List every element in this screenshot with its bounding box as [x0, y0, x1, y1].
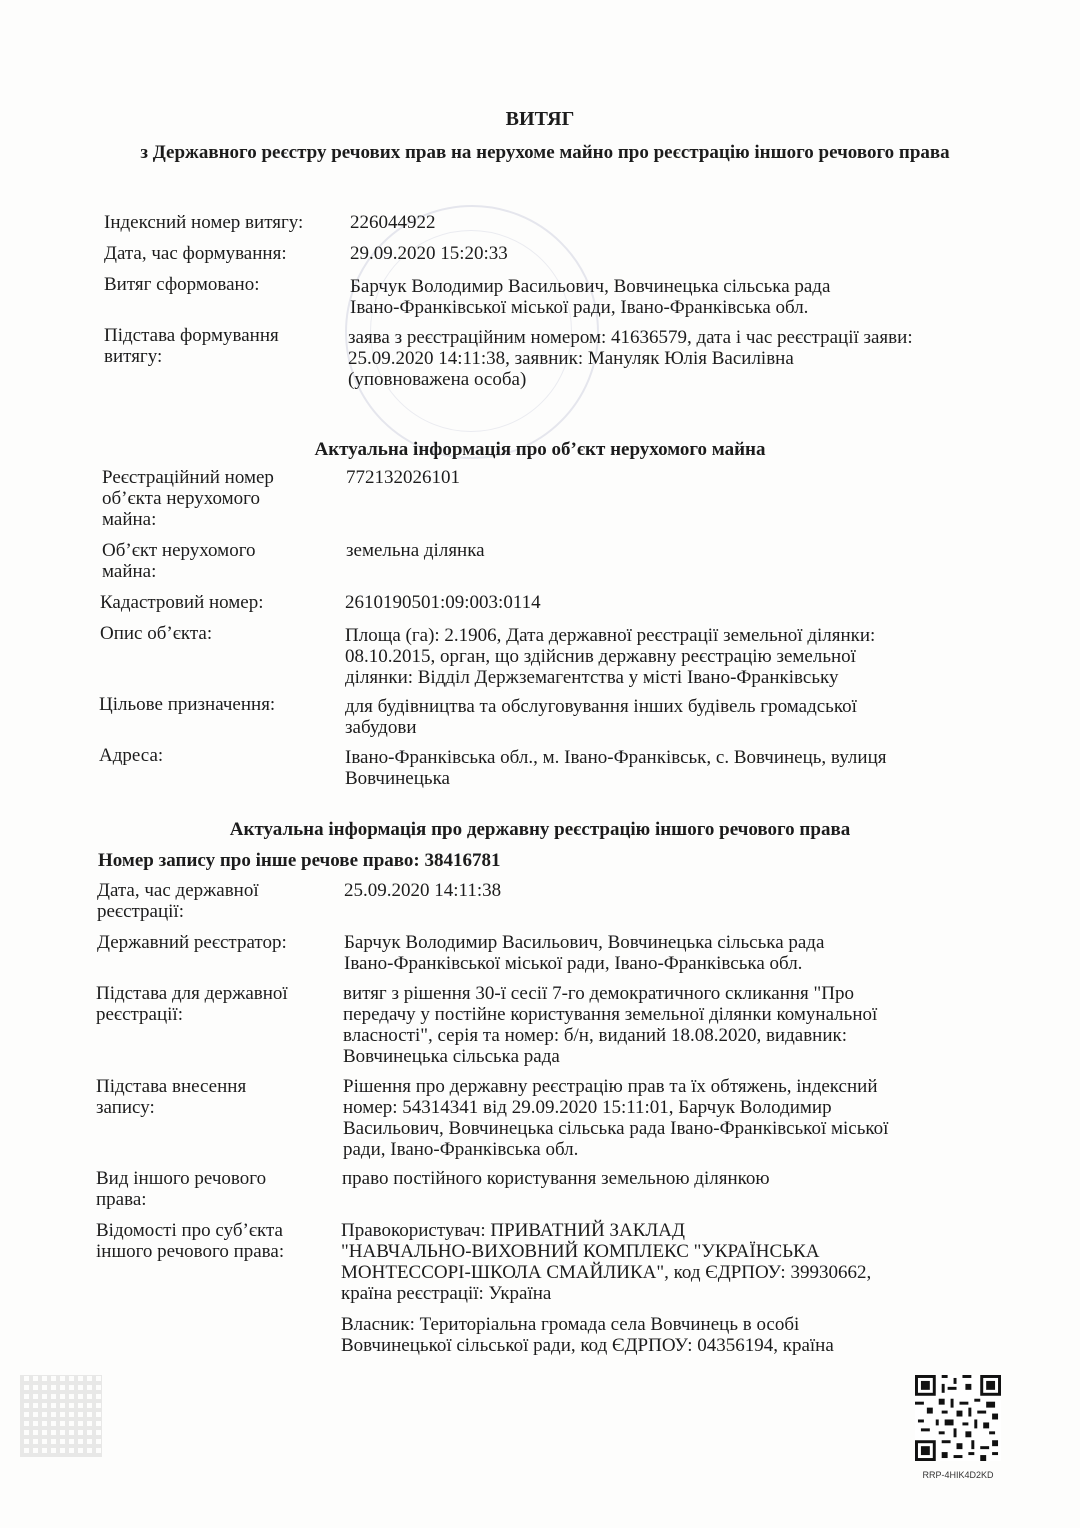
- subject-label-2: іншого речового права:: [96, 1241, 285, 1262]
- reg-date-label-1: Дата, час державної: [97, 880, 259, 901]
- cadastral-label: Кадастровий номер:: [100, 592, 264, 613]
- extract-basis-label-1: Підстава формування: [104, 325, 279, 346]
- object-type-value: земельна ділянка: [346, 540, 485, 561]
- record-number-line: Номер запису про інше речове право: 38416781: [98, 850, 501, 871]
- extract-date-value: 29.09.2020 15:20:33: [350, 243, 508, 264]
- address-value-2: Вовчинецька: [345, 768, 450, 789]
- purpose-label: Цільове призначення:: [99, 694, 276, 715]
- reg-basis-label-1: Підстава для державної: [96, 983, 288, 1004]
- object-description-value-1: Площа (га): 2.1906, Дата державної реєстрації земельної ділянки:: [345, 625, 876, 646]
- qr-code-icon: [915, 1375, 1001, 1461]
- subject-user-value-1: Правокористувач: ПРИВАТНИЙ ЗАКЛАД: [341, 1220, 685, 1241]
- entry-basis-value-2: номер: 54314341 від 29.09.2020 15:11:01, Барчук Володимир: [343, 1097, 832, 1118]
- object-regnum-label-2: об’єкта нерухомого: [102, 488, 260, 509]
- object-regnum-label-3: майна:: [102, 509, 157, 530]
- object-regnum-value: 772132026101: [346, 467, 460, 488]
- right-type-label-2: права:: [96, 1189, 147, 1210]
- extract-basis-value-3: (уповноважена особа): [348, 369, 527, 390]
- extract-basis-label-2: витягу:: [104, 346, 163, 367]
- object-description-value-2: 08.10.2015, орган, що здійснив державну реєстрацію земельної: [345, 646, 856, 667]
- object-type-label-1: Об’єкт нерухомого: [102, 540, 256, 561]
- owner-value-1: Власник: Територіальна громада села Вовчинець в особі: [341, 1314, 800, 1335]
- object-description-label: Опис об’єкта:: [100, 623, 213, 644]
- registrar-value-1: Барчук Володимир Васильович, Вовчинецька сільська рада: [344, 932, 825, 953]
- entry-basis-label-1: Підстава внесення: [96, 1076, 247, 1097]
- extract-basis-value-1: заява з реєстраційним номером: 41636579, дата і час реєстрації заяви:: [348, 327, 913, 348]
- registrar-label: Державний реєстратор:: [97, 932, 287, 953]
- extract-date-label: Дата, час формування:: [104, 243, 287, 264]
- extract-formed-value-1: Барчук Володимир Васильович, Вовчинецька сільська рада: [350, 276, 831, 297]
- extract-formed-label: Витяг сформовано:: [104, 274, 260, 295]
- address-value-1: Івано-Франківська обл., м. Івано-Франківськ, с. Вовчинець, вулиця: [345, 747, 887, 768]
- reg-basis-value-4: Вовчинецька сільська рада: [343, 1046, 560, 1067]
- entry-basis-value-3: Васильович, Вовчинецька сільська рада Івано-Франківської міської: [343, 1118, 889, 1139]
- object-regnum-label-1: Реєстраційний номер: [102, 467, 274, 488]
- object-description-value-3: ділянки: Відділ Держземагентства у місті Івано-Франківську: [345, 667, 839, 688]
- right-section-heading: Актуальна інформація про державну реєстрацію іншого речового права: [229, 819, 851, 840]
- document-title: ВИТЯГ: [505, 108, 575, 130]
- reg-date-value: 25.09.2020 14:11:38: [344, 880, 502, 901]
- ghost-qr-bleed: [20, 1375, 102, 1457]
- right-type-label-1: Вид іншого речового: [96, 1168, 267, 1189]
- cadastral-value: 2610190501:09:003:0114: [345, 592, 541, 613]
- qr-code-label: RRP-4HIK4D2KD: [922, 1470, 994, 1480]
- subject-user-value-3: МОНТЕССОРІ-ШКОЛА СМАЙЛИКА", код ЄДРПОУ: 39930662,: [341, 1262, 872, 1283]
- object-type-label-2: майна:: [102, 561, 157, 582]
- right-type-value: право постійного користування земельною ділянкою: [342, 1168, 770, 1189]
- object-section-heading: Актуальна інформація про об’єкт нерухомого майна: [314, 439, 766, 460]
- extract-index-value: 226044922: [350, 212, 436, 233]
- subject-user-value-2: "НАВЧАЛЬНО-ВИХОВНИЙ КОМПЛЕКС "УКРАЇНСЬКА: [341, 1241, 820, 1262]
- registrar-value-2: Івано-Франківської міської ради, Івано-Франківська обл.: [344, 953, 803, 974]
- document-subtitle: з Державного реєстру речових прав на нерухоме майно про реєстрацію іншого речового права: [140, 142, 950, 163]
- reg-basis-value-3: власності", серія та номер: б/н, виданий 18.08.2020, видавник:: [343, 1025, 848, 1046]
- extract-basis-value-2: 25.09.2020 14:11:38, заявник: Мануляк Юлія Василівна: [348, 348, 794, 369]
- purpose-value-2: забудови: [345, 717, 417, 738]
- subject-user-value-4: країна реєстрації: Україна: [341, 1283, 552, 1304]
- extract-index-label: Індексний номер витягу:: [104, 212, 304, 233]
- address-label: Адреса:: [99, 745, 164, 766]
- extract-formed-value-2: Івано-Франківської міської ради, Івано-Франківська обл.: [350, 297, 809, 318]
- entry-basis-label-2: запису:: [96, 1097, 155, 1118]
- purpose-value-1: для будівництва та обслуговування інших будівель громадської: [345, 696, 857, 717]
- entry-basis-value-4: ради, Івано-Франківська обл.: [343, 1139, 579, 1160]
- reg-basis-value-2: передачу у постійне користування земельної ділянки комунальної: [343, 1004, 878, 1025]
- reg-basis-value-1: витяг з рішення 30-ї сесії 7-го демократичного скликання "Про: [343, 983, 855, 1004]
- reg-basis-label-2: реєстрації:: [96, 1004, 183, 1025]
- entry-basis-value-1: Рішення про державну реєстрацію прав та їх обтяжень, індексний: [343, 1076, 878, 1097]
- owner-value-2: Вовчинецької сільської ради, код ЄДРПОУ: 04356194, країна: [341, 1335, 834, 1356]
- subject-label-1: Відомості про суб’єкта: [96, 1220, 283, 1241]
- reg-date-label-2: реєстрації:: [97, 901, 184, 922]
